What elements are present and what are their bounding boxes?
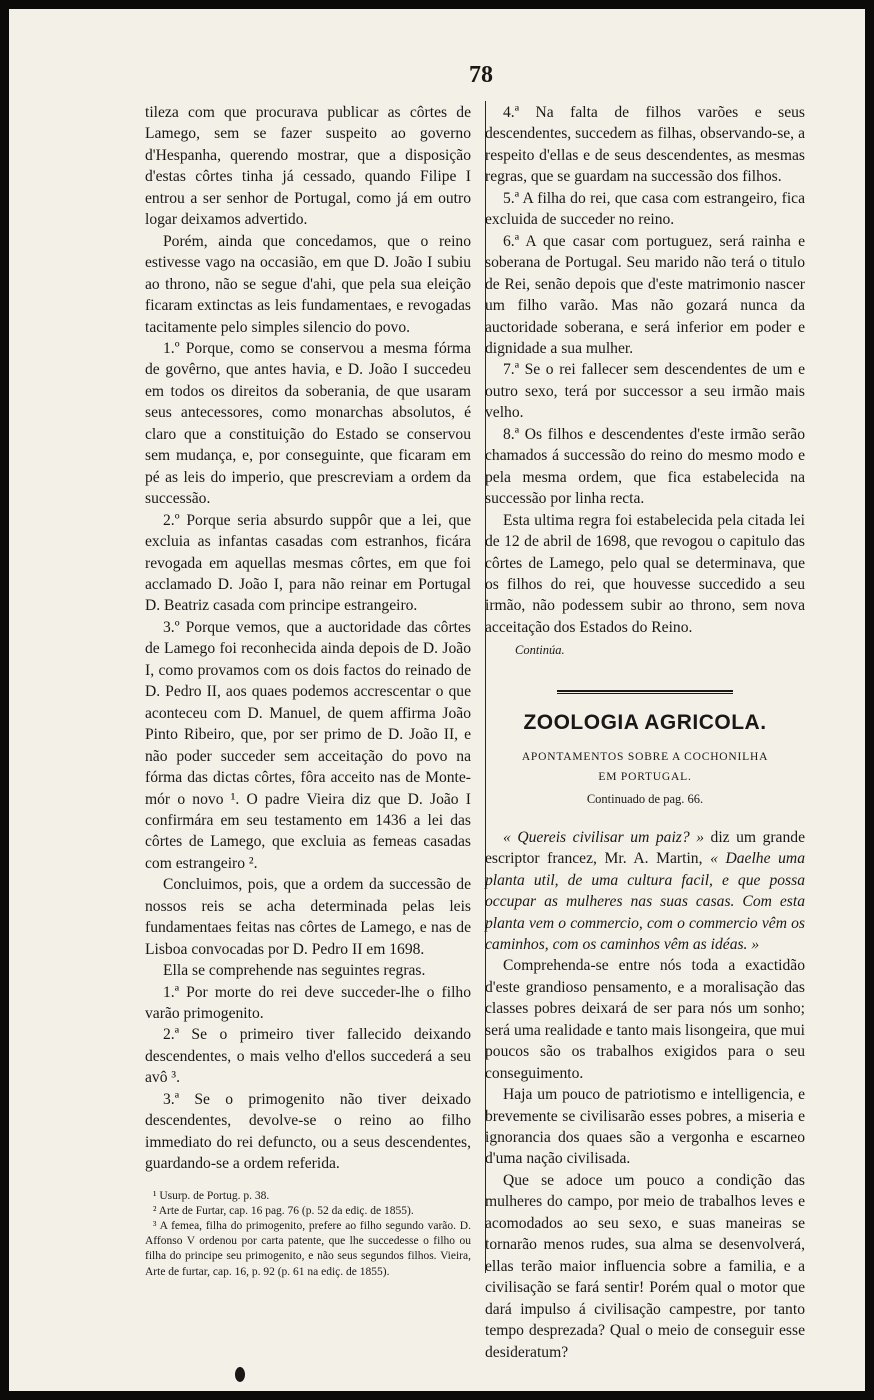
paragraph: 3.º Porque vemos, que a auctoridade das côrtes de Lamego foi reconhecida ainda depois de D. João I, como provamos com os dois factos do reinado de D. Pedro II, aos quaes podemos accrescentar o que aconteceu com D. Manuel, de quem affirma João Pinto Ribeiro, que, por ser primo de D. João II, e não poder succeder sem acceitação do povo na fórma das dictas côrtes, fôra acceito nas de Monte-mór o novo ¹. O padre Vieira diz que D. João I confirmára em seu testamento em 1436 a lei das côrtes de Lamego, que excluia as femeas casadas com estrangeiro ². (145, 618, 471, 872)
footnote: ³ A femea, filha do primogenito, prefere ao filho segundo varão. D. Affonso V ordenou por carta patente, que lhe succedesse o filho ou filha do principe seu primogenito, e não seus segundos filhos. Vieira, Arte de furtar, cap. 16, p. 92 (p. 61 na ediç. de 1855). (145, 1220, 471, 1278)
footnotes (145, 1189, 471, 1280)
rule-item: 7.ª Se o rei fallecer sem descendentes de um e outro sexo, terá por successor a seu irmão mais velho. (485, 361, 805, 422)
paragraph: Ella se comprehende nas seguintes regras. (163, 962, 426, 980)
section-rule (557, 690, 733, 694)
right-column (485, 102, 805, 1363)
quote-body: « Daelhe uma planta util, de uma cultura facil, e que possa occupar as mulheres nas suas casas. Com esta planta vem o commercio, com o commercio vêm os caminhos, com os caminhos vêm as idéas. » (485, 850, 805, 953)
rule-item: 1.ª Por morte do rei deve succeder-lhe o filho varão primogenito. (145, 983, 471, 1023)
paragraph: Haja um pouco de patriotismo e intelligencia, e brevemente se civilisarão esses pobres, a miseria e ignorancia dos quaes são a vergonha e escarneo d'uma nação civilisada. (485, 1086, 805, 1168)
paragraph: tileza com que procurava publicar as côrtes de Lamego, sem se fazer suspeito ao governo d'Hespanha, querendo mostrar, que a disposição d'estas côrtes tinha já cessado, quando Filipe I entrou a ser senhor de Portugal, como já em outro logar deixamos advertido. (145, 104, 471, 229)
article-title (485, 747, 805, 787)
section-title: ZOOLOGIA AGRICOLA. (523, 710, 767, 734)
paragraph: Esta ultima regra foi estabelecida pela citada lei de 12 de abril de 1698, que revogou o capitulo das côrtes de Lamego, pelo qual se determinava, que os filhos do rei, que houvesse succedido a seu irmão, não podessem subir ao throno, sem nova acceitação dos Estados do Reino. (485, 511, 805, 636)
footnote: ² Arte de Furtar, cap. 16 pag. 76 (p. 52 da ediç. de 1855). (153, 1204, 414, 1217)
paragraph: Que se adoce um pouco a condição das mulheres do campo, por meio de trabalhos leves e acomodados ao seu sexo, e suas maneiras se tornarão menos rudes, sua alma se desenvolverá, ellas terão maior influencia sobre a familia, e a civilisação se fará sentir! Porém qual o motor que dará impulso á civilisação campestre, por tanto tempo desprezada? Qual o meio de conseguir esse desideratum? (485, 1171, 805, 1361)
paragraph: Concluimos, pois, que a ordem da successão de nossos reis se acha determinada pelas leis fundamentaes feitas nas côrtes de Lamego, e nas de Lisboa convocadas por D. Pedro II em 1698. (145, 876, 471, 958)
quote-paragraph (485, 827, 805, 956)
rule-item: 2.ª Se o primeiro tiver fallecido deixando descendentes, o mais velho d'ellos succederá a seu avô ³. (145, 1026, 471, 1087)
article-title-line: APONTAMENTOS SOBRE A COCHONILHA (521, 751, 769, 764)
quote-open: « Quereis civilisar um paiz? » (503, 828, 704, 846)
continued-from: Continuado de pag. 66. (586, 792, 704, 807)
rule-item: 3.ª Se o primogenito não tiver deixado descendentes, devolve-se o reino ao filho immediato do rei defuncto, ou a seus descendentes, guardando-se a ordem referida. (145, 1090, 471, 1173)
ink-blot (235, 1367, 245, 1382)
quote-mid: diz um grande escriptor francez, Mr. A. Martin, (485, 828, 805, 868)
page-number: 78 (469, 62, 493, 88)
footnote: ¹ Usurp. de Portug. p. 38. (153, 1189, 270, 1202)
paragraph: 2.º Porque seria absurdo suppôr que a lei, que excluia as infantas casadas com estranhos, ficára revogada em aquellas mesmas côrtes, em que foi acclamado D. João I, para não reinar em Portugal D. Beatriz casada com principe estrangeiro. (145, 511, 471, 615)
rule-item: 6.ª A que casar com portuguez, será rainha e soberana de Portugal. Seu marido não terá o titulo de Rei, senão depois que d'este matrimonio nascer um filho varão. Mas não gozará nunca da auctoridade soberana, e será inferior em poder e dignidade a sua mulher. (485, 232, 805, 357)
article-title-line: EM PORTUGAL. (598, 771, 692, 784)
continua-note: Continúa. (515, 643, 565, 658)
rule-item: 8.ª Os filhos e descendentes d'este irmão serão chamados á successão do reino do mesmo modo e pela mesma ordem, que fica estabelecida na successão por linha recta. (485, 425, 805, 508)
left-column (145, 102, 471, 1280)
rule-item: 4.ª Na falta de filhos varões e seus descendentes, succedem as filhas, observando-se, a respeito d'ellas e de seus descendentes, as mesmas regras, que se guardam na successão dos filhos. (485, 104, 805, 186)
paragraph: Comprehenda-se entre nós toda a exactidão d'este grandioso pensamento, e a moralisação das classes pobres deixará de ser para nós um sonho; será uma realidade e tanto mais lisongeira, que mui poucos são os trabalhos exigidos para o seu conseguimento. (485, 957, 805, 1082)
rule-item: 5.ª A filha do rei, que casa com estrangeiro, fica excluida de succeder no reino. (485, 189, 805, 229)
paragraph: 1.º Porque, como se conservou a mesma fórma de govêrno, que antes havia, e D. João I succedeu em todos os direitos da soberania, de que usaram seus antecessores, como monarchas absolutos, é claro que a constituição do Estado se conservou sem mudança, e, por conseguinte, que ficaram em pé as leis do imperio, que prescreviam a ordem da successão. (145, 339, 471, 508)
paragraph: Porém, ainda que concedamos, que o reino estivesse vago na occasião, em que D. João I subiu ao throno, não se segue d'ahi, que pela sua eleição ficaram extinctas as leis fundamentaes, e revogadas tacitamente pelo simples silencio do povo. (145, 232, 471, 336)
